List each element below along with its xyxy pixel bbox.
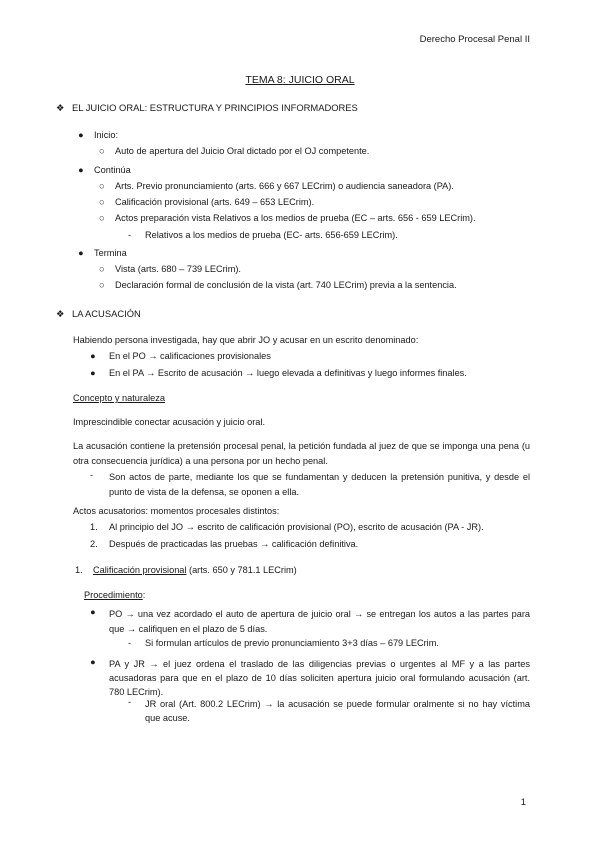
number-marker: 1. [90,522,98,532]
heading-text: Calificación provisional [93,565,187,575]
section-heading-text: LA ACUSACIÓN [72,308,141,319]
numbered-item [90,522,484,534]
page-title [0,74,600,87]
list-item-text: Arts. Previo pronunciamiento (arts. 666 y 667 LECrim) o audiencia saneadora (PA). [115,181,454,191]
list-item [78,248,127,260]
list-item-text: Actos preparación vista Relativos a los medios de prueba (EC – arts. 656 - 659 LECrim). [115,213,476,223]
bullet-icon: ● [78,248,84,258]
list-item-text: Al principio del JO → escrito de calificación provisional (PO), escrito de acusación (PA - JR). [109,522,484,532]
paragraph: La acusación contiene la pretensión procesal penal, la petición fundada al juez de que se imponga una pena (u otra consecuencia jurídica) a una persona por un hecho penal. [73,441,530,466]
list-item [90,368,467,380]
dash-bullet-icon: - [128,230,132,240]
list-item [78,165,131,177]
circle-bullet-icon: ○ [99,146,105,156]
dash-bullet-icon: - [128,638,132,648]
list-item-text: Inicio: [94,130,119,140]
title-prefix: TEMA 8 [245,74,283,86]
bullet-icon: ● [78,130,84,140]
numbered-item [90,539,358,551]
number-marker: 2. [90,539,98,549]
circle-bullet-icon: ○ [99,181,105,191]
dash-bullet-icon: - [128,697,132,707]
list-item-text: Si formulan artículos de previo pronunciamiento 3+3 días – 679 LECrim. [145,638,439,648]
title-main: JUICIO ORAL [288,74,355,86]
circle-bullet-icon: ○ [99,197,105,207]
list-item [90,351,271,363]
list-item-text: Declaración formal de conclusión de la vista (art. 740 LECrim) previa a la sentencia. [115,280,457,290]
bullet-icon: ● [78,165,84,175]
diamond-bullet-icon: ❖ [56,308,65,319]
list-item-text: Calificación provisional (arts. 649 – 653 LECrim). [115,197,315,207]
list-item [99,181,454,193]
section-heading-text: EL JUICIO ORAL: ESTRUCTURA Y PRINCIPIOS INFORMADORES [72,102,358,113]
diamond-bullet-icon: ❖ [56,102,65,113]
paragraph: Imprescindible conectar acusación y juicio oral. [73,417,266,427]
subheading-concepto: Concepto y naturaleza [73,393,165,403]
circle-bullet-icon: ○ [99,213,105,223]
list-item-text: PA y JR → el juez ordena el traslado de las diligencias previas o urgentes al MF y a las partes acusadoras para que en el plazo de 10 días soliciten apertura juicio oral formulando acusación (art. 780 LECrim). [109,659,530,697]
list-item-text: En el PA → Escrito de acusación → luego elevada a definitivas y luego informes finales. [109,368,467,378]
section-heading-juicio-oral [56,102,358,114]
paragraph: Actos acusatorios: momentos procesales distintos: [73,506,280,516]
page-number: 1 [520,797,526,808]
list-item-text: Vista (arts. 680 – 739 LECrim). [115,264,241,274]
list-item-text: Continúa [94,165,131,175]
circle-bullet-icon: ○ [99,280,105,290]
list-item-text: Después de practicadas las pruebas → calificación definitiva. [109,539,359,549]
bullet-icon: ● [90,368,96,378]
subheading-procedimiento [84,590,145,602]
list-item-text: En el PO → calificaciones provisionales [109,351,271,361]
numbered-heading-calificacion [75,565,297,577]
section-heading-acusacion [56,308,141,320]
list-item [99,280,457,292]
paragraph: Habiendo persona investigada, hay que abrir JO y acusar en un escrito denominado: [73,335,419,345]
list-item-text: Relativos a los medios de prueba (EC- arts. 656-659 LECrim). [145,230,398,240]
list-item-text: JR oral (Art. 800.2 LECrim) → la acusación se puede formular oralmente si no hay víctima que acuse. [145,699,530,723]
list-item [128,230,398,242]
number-marker: 1. [75,565,83,575]
list-item-text: PO → una vez acordado el auto de apertura de juicio oral → se entregan los autos a las partes para que → califiquen en el plazo de 5 días. [109,609,530,634]
list-item [128,638,439,650]
bullet-icon: ● [90,657,96,667]
subheading-text: Procedimiento [84,590,143,600]
heading-ref: (arts. 650 y 781.1 LECrim) [186,565,297,575]
dash-bullet-icon: - [90,470,94,480]
list-item-text: Auto de apertura del Juicio Oral dictado por el OJ competente. [115,146,370,156]
subheading-colon: : [142,590,146,600]
circle-bullet-icon: ○ [99,264,105,274]
list-item [99,146,369,158]
list-item [99,264,241,276]
running-header: Derecho Procesal Penal II [419,34,530,45]
paragraph: Son actos de parte, mediante los que se fundamentan y deducen la pretensión punitiva, y desde el punto de vista de la defensa, se oponen a ella. [109,472,530,497]
list-item [99,197,314,209]
bullet-icon: ● [90,351,96,361]
list-item [78,130,118,142]
list-item-text: Termina [94,248,127,258]
list-item [99,213,476,225]
title-sep: : [282,74,289,86]
bullet-icon: ● [90,607,96,617]
